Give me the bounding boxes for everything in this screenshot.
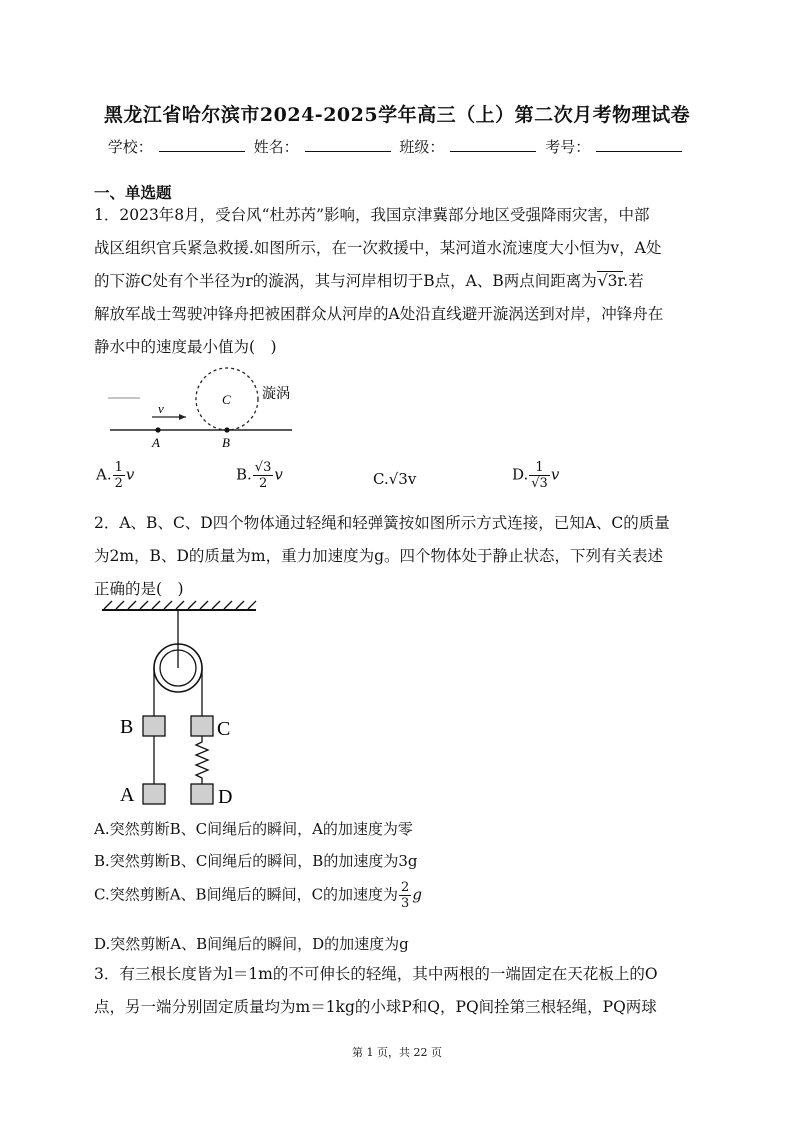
- name-blank: [305, 139, 391, 152]
- block-d: [191, 784, 213, 804]
- option-variable: v: [274, 465, 283, 484]
- fraction-denominator: 2: [114, 476, 123, 491]
- fraction-denominator: 2: [258, 476, 268, 491]
- school-label: 学校：: [107, 138, 153, 156]
- option-letter: A.: [96, 465, 112, 484]
- class-blank: [450, 139, 536, 152]
- label-a: A: [152, 435, 160, 450]
- option-fraction: [113, 460, 125, 491]
- fraction-numerator: 1: [114, 460, 123, 475]
- question-2-stem: [94, 507, 694, 606]
- q2-line: 为2m，B、D的质量为m，重力加速度为g。四个物体处于静止状态，下列有关表述: [94, 547, 663, 565]
- option-letter: B.: [236, 465, 252, 484]
- section-heading: 一、单选题: [94, 183, 172, 202]
- class-label: 班级：: [399, 138, 445, 156]
- name-label: 姓名：: [253, 138, 299, 156]
- q3-line: 3．有三根长度皆为l＝1m的不可伸长的轻绳，其中两根的一端固定在天花板上的O: [94, 965, 658, 983]
- q2-option-a[interactable]: A.突然剪断B、C间绳后的瞬间，A的加速度为零: [94, 820, 413, 838]
- option-variable: g: [412, 885, 422, 904]
- river-whirlpool-figure: [100, 360, 300, 452]
- question-3-stem: [94, 958, 694, 1024]
- q1-option-c[interactable]: [373, 470, 416, 488]
- fraction-denominator: √3: [531, 476, 548, 491]
- option-variable: v: [125, 465, 135, 484]
- block-b: [143, 716, 165, 736]
- q1-line: 战区组织官兵紧急救援.如图所示，在一次救援中，某河道水流速度大小恒为v，A处: [94, 239, 662, 257]
- option-text: C.突然剪断A、B间绳后的瞬间，C的加速度为: [94, 885, 399, 904]
- q1-line-text: 的下游C处有个半径为r的漩涡，其与河岸相切于B点，A、B两点间距离为: [94, 272, 597, 290]
- q2-line: 正确的是( ): [94, 580, 184, 598]
- label-c: C: [222, 392, 231, 407]
- q1-line: 1．2023年8月，受台风“杜苏芮”影响，我国京津冀部分地区受强降雨灾害，中部: [94, 206, 650, 224]
- q2-option-b[interactable]: B.突然剪断B、C间绳后的瞬间，B的加速度为3g: [94, 852, 418, 870]
- q2-option-d[interactable]: D.突然剪断A、B间绳后的瞬间，D的加速度为g: [94, 935, 409, 953]
- point-b-dot: [224, 427, 229, 432]
- page-footer: 第 1 页，共 22 页: [352, 1046, 442, 1059]
- option-fraction: [253, 460, 274, 491]
- fraction-denominator: 3: [401, 896, 410, 911]
- q1-line: [94, 265, 694, 298]
- block-c: [191, 716, 213, 736]
- ab-suffix: .若: [623, 272, 644, 290]
- exam-number-label: 考号：: [545, 138, 591, 156]
- option-fraction: [529, 460, 550, 491]
- option-variable: v: [550, 465, 560, 484]
- label-a: A: [120, 784, 135, 806]
- ab-distance: √3r: [597, 272, 624, 290]
- fraction-numerator: √3: [254, 460, 272, 475]
- school-blank: [159, 139, 245, 152]
- block-a: [143, 784, 165, 804]
- q1-line: 静水中的速度最小值为( ): [94, 338, 277, 356]
- option-letter: D.: [512, 465, 529, 484]
- label-c: C: [217, 718, 231, 740]
- label-b: B: [222, 435, 230, 450]
- question-1-stem: [94, 199, 694, 364]
- label-d: D: [218, 786, 233, 808]
- q2-line: 2．A、B、C、D四个物体通过轻绳和轻弹簧按如图所示方式连接，已知A、C的质量: [94, 514, 670, 532]
- student-info-row: [0, 136, 794, 157]
- exam-number-blank: [596, 139, 682, 152]
- q1-option-b[interactable]: [236, 460, 283, 491]
- q2-option-c[interactable]: [94, 880, 422, 911]
- label-whirlpool: 漩涡: [262, 386, 290, 402]
- spring-c-d: [196, 736, 208, 784]
- q1-option-a[interactable]: [96, 460, 134, 491]
- option-letter: C.: [373, 470, 389, 488]
- fraction-numerator: 2: [401, 880, 410, 895]
- option-text: √3v: [388, 470, 417, 488]
- q1-line: 解放军战士驾驶冲锋舟把被困群众从河岸的A处沿直线避开漩涡送到对岸，冲锋舟在: [94, 305, 664, 323]
- label-b: B: [120, 716, 134, 738]
- q3-line: 点，另一端分别固定质量均为m＝1kg的小球P和Q，PQ间拴第三根轻绳，PQ两球: [94, 998, 657, 1016]
- q1-option-d[interactable]: [512, 460, 559, 491]
- flow-arrowhead: [179, 414, 186, 420]
- option-fraction: [399, 880, 411, 911]
- exam-title: 黑龙江省哈尔滨市2024-2025学年高三（上）第二次月考物理试卷: [103, 104, 691, 126]
- fraction-numerator: 1: [529, 460, 550, 476]
- point-a-dot: [155, 427, 160, 432]
- label-v: v: [158, 401, 164, 416]
- pulley-spring-figure: [96, 600, 266, 810]
- ceiling-hatch: [104, 601, 256, 609]
